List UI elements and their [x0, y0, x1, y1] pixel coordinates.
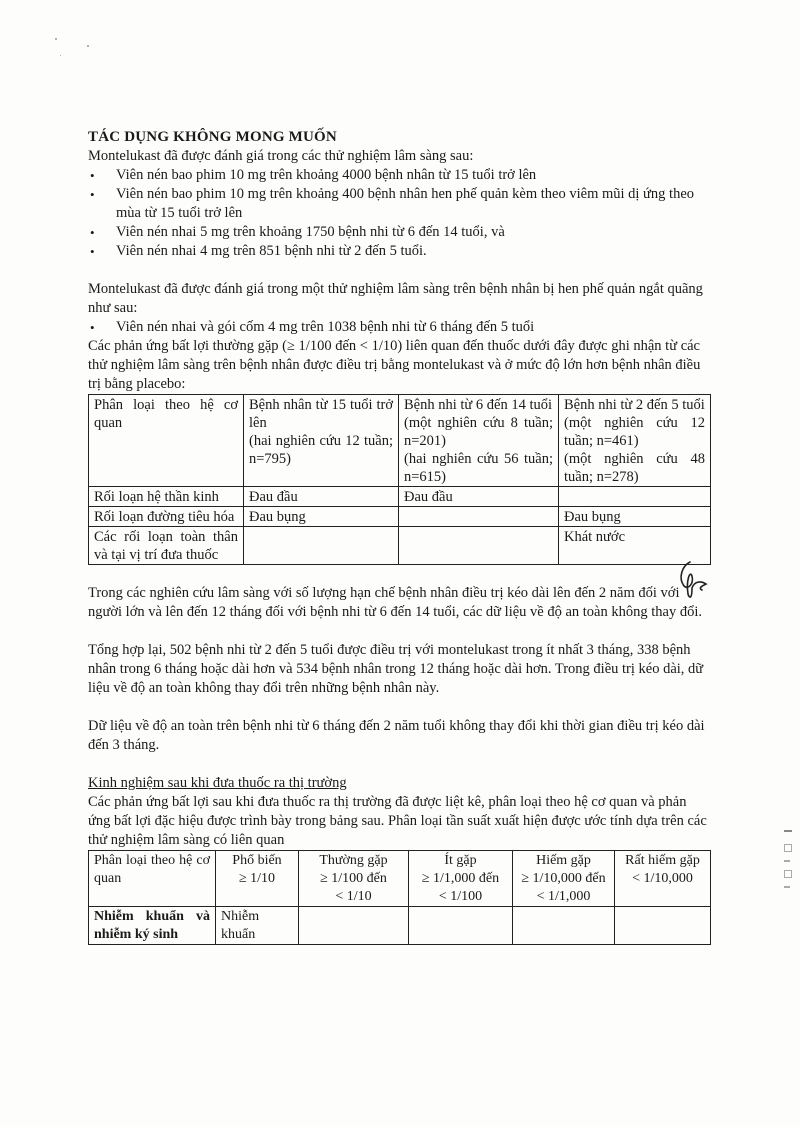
- list-item: • Viên nén bao phim 10 mg trên khoảng 400 bệnh nhân hen phế quản kèm theo viêm mũi dị ứng theo mùa từ 15 tuổi trở lên: [116, 185, 710, 223]
- list-item: • Viên nén nhai 5 mg trên khoảng 1750 bệnh nhi từ 6 đến 14 tuổi, và: [116, 223, 710, 242]
- table-header-cell: Hiếm gặp ≥ 1/10,000 đến < 1/1,000: [513, 851, 615, 907]
- list-item: • Viên nén bao phim 10 mg trên khoảng 4000 bệnh nhân từ 15 tuổi trở lên: [116, 166, 710, 185]
- postmarketing-table: [88, 850, 711, 945]
- table-header-cell: Bệnh nhi từ 6 đến 14 tuổi (một nghiên cứu 8 tuần; n=201) (hai nghiên cứu 56 tuần; n=615): [399, 395, 559, 487]
- table-cell: Đau đầu: [244, 487, 399, 507]
- table-cell: Đau bụng: [559, 507, 711, 527]
- table-header-cell: Phân loại theo hệ cơ quan: [89, 851, 216, 907]
- table-cell: Đau đầu: [399, 487, 559, 507]
- long-term-paragraph: Trong các nghiên cứu lâm sàng với số lượng hạn chế bệnh nhân điều trị kéo dài lên đến 2 năm đối với người lớn và lên đến 12 tháng đối với bệnh nhi từ 6 đến 14 tuổi, các dữ liệu về độ an toàn không thay đổi.: [88, 585, 702, 620]
- table-header-cell: Rất hiếm gặp < 1/10,000: [615, 851, 711, 907]
- table-header-row: [89, 395, 711, 487]
- table-row: [89, 487, 711, 507]
- table-header-row: [89, 851, 711, 907]
- table-header-cell: Bệnh nhân từ 15 tuổi trở lên (hai nghiên cứu 12 tuần; n=795): [244, 395, 399, 487]
- scan-edge-marks: [784, 830, 792, 888]
- table-cell: [615, 907, 711, 945]
- intermittent-intro: Montelukast đã được đánh giá trong một thử nghiệm lâm sàng trên bệnh nhân bị hen phế quản ngắt quãng như sau:: [88, 281, 703, 316]
- table-row: [89, 527, 711, 565]
- adverse-reactions-table: [88, 394, 711, 565]
- signature-mark: [672, 558, 712, 602]
- table-header-cell: Phổ biến ≥ 1/10: [216, 851, 299, 907]
- list-item: • Viên nén nhai và gói cốm 4 mg trên 1038 bệnh nhi từ 6 tháng đến 5 tuổi: [116, 318, 710, 337]
- table-cell: Nhiễm khuẩn và nhiễm ký sinh: [89, 907, 216, 945]
- summary-paragraph: Tổng hợp lại, 502 bệnh nhi từ 2 đến 5 tuổi được điều trị với montelukast trong ít nhất 3 tháng, 338 bệnh nhân trong 6 tháng hoặc dài hơn và 534 bệnh nhân trong 12 tháng hoặc dài hơn. Trong điều trị kéo dài, dữ liệu về độ an toàn không thay đổi trên những bệnh nhân này.: [88, 642, 704, 696]
- trials-intro: Montelukast đã được đánh giá trong các thử nghiệm lâm sàng sau:: [88, 148, 474, 164]
- table-cell: Nhiễm khuẩn: [216, 907, 299, 945]
- table-cell: [299, 907, 409, 945]
- table-cell: [399, 527, 559, 565]
- table-cell: Đau bụng: [244, 507, 399, 527]
- table-cell: [513, 907, 615, 945]
- table-cell: Rối loạn hệ thần kinh: [89, 487, 244, 507]
- postmarketing-text: Các phản ứng bất lợi sau khi đưa thuốc ra thị trường đã được liệt kê, phân loại theo hệ cơ quan và phản ứng bất lợi đặc hiệu được trình bày trong bảng sau. Phân loại tần suất xuất hiện được ước tính dựa trên các thử nghiệm lâm sàng có liên quan: [88, 794, 707, 848]
- document-body: [88, 128, 710, 945]
- table-row: [89, 907, 711, 945]
- table-cell: Các rối loạn toàn thân và tại vị trí đưa thuốc: [89, 527, 244, 565]
- table-cell: [399, 507, 559, 527]
- infant-paragraph: Dữ liệu về độ an toàn trên bệnh nhi từ 6 tháng đến 2 năm tuổi không thay đổi khi thời gian điều trị kéo dài đến 3 tháng.: [88, 718, 705, 753]
- postmarketing-heading: Kinh nghiệm sau khi đưa thuốc ra thị trường: [88, 775, 347, 791]
- table-cell: [409, 907, 513, 945]
- table-cell: [559, 487, 711, 507]
- table-row: [89, 507, 711, 527]
- table-cell: Rối loạn đường tiêu hóa: [89, 507, 244, 527]
- section-title: TÁC DỤNG KHÔNG MONG MUỐN: [88, 129, 337, 145]
- intermittent-list: [88, 318, 710, 337]
- table-header-cell: Phân loại theo hệ cơ quan: [89, 395, 244, 487]
- table-header-cell: Bệnh nhi từ 2 đến 5 tuổi (một nghiên cứu 12 tuần; n=461) (một nghiên cứu 48 tuần; n=278): [559, 395, 711, 487]
- scan-speck: [87, 45, 89, 47]
- common-reactions-text: Các phản ứng bất lợi thường gặp (≥ 1/100 đến < 1/10) liên quan đến thuốc dưới đây được ghi nhận từ các thử nghiệm lâm sàng trên bệnh nhân được điều trị bằng montelukast và ở mức độ lớn hơn bệnh nhân điều trị bằng placebo:: [88, 338, 701, 392]
- table-header-cell: Thường gặp ≥ 1/100 đến < 1/10: [299, 851, 409, 907]
- scan-speck: [55, 38, 57, 40]
- table-header-cell: Ít gặp ≥ 1/1,000 đến < 1/100: [409, 851, 513, 907]
- table-cell: Khát nước: [559, 527, 711, 565]
- list-item: • Viên nén nhai 4 mg trên 851 bệnh nhi từ 2 đến 5 tuổi.: [116, 242, 710, 261]
- scan-speck: [60, 55, 61, 56]
- trials-list: [88, 166, 710, 261]
- table-cell: [244, 527, 399, 565]
